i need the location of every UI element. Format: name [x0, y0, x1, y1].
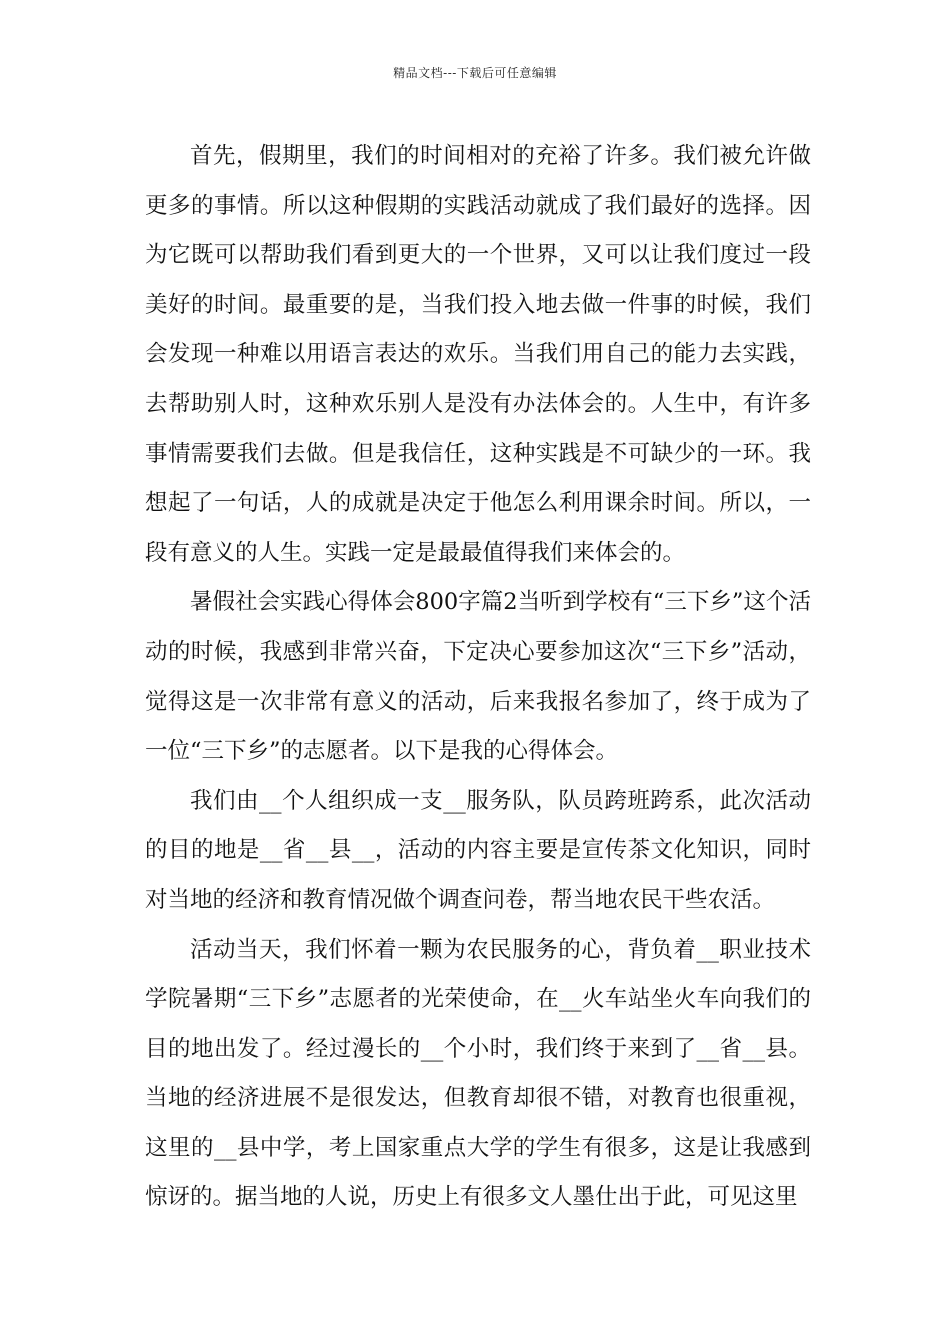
- page-header: 精品文档---下载后可任意编辑: [393, 66, 557, 80]
- paragraph-2: 暑假社会实践心得体会800字篇2当听到学校有“三下乡”这个活动的时候，我感到非常兴奋，下定决心要参加这次“三下乡”活动，觉得这是一次非常有意义的活动，后来我报名参加了，终于成为了一位“三下乡”的志愿者。以下是我的心得体会。: [145, 589, 811, 765]
- document-body: [145, 132, 811, 1223]
- paragraph-3: 我们由__个人组织成一支__服务队，队员跨班跨系，此次活动的目的地是__省__县__，活动的内容主要是宣传茶文化知识，同时对当地的经济和教育情况做个调查问卷，帮当地农民干些农活。: [145, 787, 811, 913]
- paragraph-1: 首先，假期里，我们的时间相对的充裕了许多。我们被允许做更多的事情。所以这种假期的实践活动就成了我们最好的选择。因为它既可以帮助我们看到更大的一个世界，又可以让我们度过一段美好的时间。最重要的是，当我们投入地去做一件事的时候，我们会发现一种难以用语言表达的欢乐。当我们用自己的能力去实践，去帮助别人时，这种欢乐别人是没有办法体会的。人生中，有许多事情需要我们去做。但是我信任，这种实践是不可缺少的一环。我想起了一句话，人的成就是决定于他怎么利用课余时间。所以，一段有意义的人生。实践一定是最最值得我们来体会的。: [145, 143, 811, 566]
- paragraph-4: 活动当天，我们怀着一颗为农民服务的心，背负着__职业技术学院暑期“三下乡”志愿者的光荣使命，在__火车站坐火车向我们的目的地出发了。经过漫长的__个小时，我们终于来到了__省__县。当地的经济进展不是很发达，但教育却很不错，对教育也很重视，这里的__县中学，考上国家重点大学的学生有很多，这是让我感到惊讶的。据当地的人说，历史上有很多文人墨仕出于此，可见这里: [145, 936, 811, 1211]
